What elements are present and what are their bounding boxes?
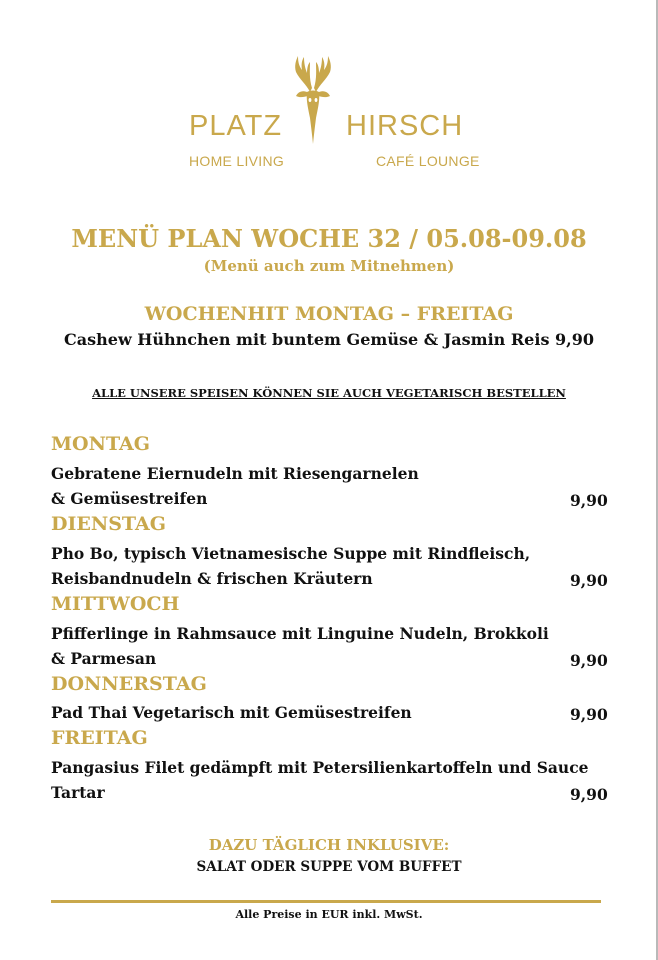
dish-line-montag-1: Gebratene Eiernudeln mit Riesengarnelen — [51, 464, 419, 483]
inclusive-item: SALAT ODER SUPPE VOM BUFFET — [196, 859, 462, 875]
dish-line-mittwoch-2: & Parmesan — [51, 649, 157, 668]
logo-word-right: HIRSCH — [346, 110, 464, 142]
vegetarian-note: ALLE UNSERE SPEISEN KÖNNEN SIE AUCH VEGETARISCH BESTELLEN — [92, 386, 566, 400]
logo-sub-right: CAFÉ LOUNGE — [376, 153, 480, 169]
day-heading-donnerstag: DONNERSTAG — [51, 673, 207, 695]
logo-word-left: PLATZ — [189, 110, 283, 142]
day-heading-montag: MONTAG — [51, 433, 151, 455]
wochenhit-item: Cashew Hühnchen mit buntem Gemüse & Jasmin Reis 9,90 — [64, 330, 594, 349]
price-dienstag: 9,90 — [570, 571, 608, 590]
dish-line-freitag-1: Pangasius Filet gedämpft mit Petersilienkartoffeln und Sauce — [51, 758, 589, 777]
dish-line-dienstag-2: Reisbandnudeln & frischen Kräutern — [51, 569, 373, 588]
stag-head-icon — [288, 52, 338, 148]
page-title: MENÜ PLAN WOCHE 32 / 05.08-09.08 — [71, 224, 587, 253]
price-montag: 9,90 — [570, 491, 608, 510]
wochenhit-title: WOCHENHIT MONTAG – FREITAG — [144, 303, 514, 325]
day-heading-dienstag: DIENSTAG — [51, 513, 167, 535]
day-heading-mittwoch: MITTWOCH — [51, 593, 180, 615]
inclusive-title: DAZU TÄGLICH INKLUSIVE: — [208, 836, 450, 854]
price-freitag: 9,90 — [570, 785, 608, 804]
price-mittwoch: 9,90 — [570, 651, 608, 670]
dish-line-dienstag-1: Pho Bo, typisch Vietnamesische Suppe mit Rindfleisch, — [51, 544, 531, 563]
dish-line-donnerstag-1: Pad Thai Vegetarisch mit Gemüsestreifen — [51, 703, 412, 722]
price-donnerstag: 9,90 — [570, 705, 608, 724]
day-heading-freitag: FREITAG — [51, 727, 148, 749]
dish-line-montag-2: & Gemüsestreifen — [51, 489, 208, 508]
price-footnote: Alle Preise in EUR inkl. MwSt. — [235, 908, 423, 921]
dish-line-mittwoch-1: Pfifferlinge in Rahmsauce mit Linguine Nudeln, Brokkoli — [51, 624, 549, 643]
dish-line-freitag-2: Tartar — [51, 783, 105, 802]
gold-divider — [51, 900, 601, 903]
page-subtitle: (Menü auch zum Mitnehmen) — [203, 257, 455, 275]
logo-sub-left: HOME LIVING — [189, 153, 285, 169]
